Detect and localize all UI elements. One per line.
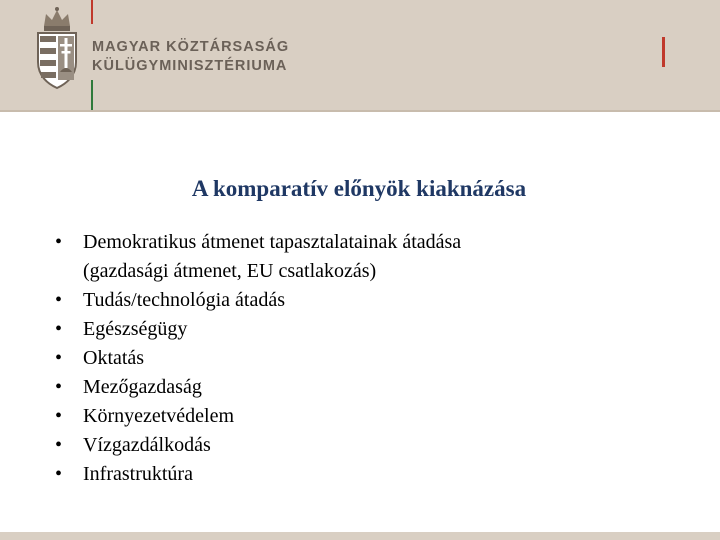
hungarian-coat-of-arms-icon: [32, 6, 82, 92]
slide-title-text: A komparatív előnyök kiaknázása: [191, 176, 527, 201]
bullet-icon: •: [55, 434, 63, 456]
bullet-list: [55, 228, 675, 489]
list-item: [55, 431, 675, 460]
ministry-name-line2: KÜLÜGYMINISZTÉRIUMA: [92, 58, 288, 74]
list-item-text: Egészségügy: [83, 318, 188, 340]
red-accent-mark-right: [662, 37, 665, 67]
list-item: [55, 315, 675, 344]
ministry-name: [92, 38, 289, 76]
ministry-name-line1: MAGYAR KÖZTÁRSASÁG: [92, 39, 290, 55]
list-item-text: Mezőgazdaság: [83, 376, 202, 398]
list-item-text: Vízgazdálkodás: [83, 434, 211, 456]
list-item: [55, 286, 675, 315]
header-divider: [0, 110, 720, 112]
list-item: [55, 228, 675, 286]
bullet-icon: •: [55, 405, 63, 427]
bullet-icon: •: [55, 463, 63, 485]
red-accent-bar-top: [91, 0, 93, 24]
list-item-text-continued: (gazdasági átmenet, EU csatlakozás): [83, 260, 377, 282]
list-item: [55, 344, 675, 373]
green-accent-bar-bottom: [91, 80, 93, 110]
bullet-icon: •: [55, 231, 63, 253]
list-item-text: Oktatás: [83, 347, 145, 369]
bullet-icon: •: [55, 289, 63, 311]
list-item: [55, 460, 675, 489]
list-item-text: Infrastruktúra: [83, 463, 193, 485]
list-item-text: Tudás/technológia átadás: [83, 289, 286, 311]
slide-title: [0, 176, 720, 202]
footer-band: [0, 532, 720, 540]
list-item-text: Demokratikus átmenet tapasztalatainak átadása: [83, 231, 462, 253]
bullet-icon: •: [55, 347, 63, 369]
list-item: [55, 402, 675, 431]
bullet-icon: •: [55, 376, 63, 398]
list-item-text: Környezetvédelem: [83, 405, 235, 427]
bullet-icon: •: [55, 318, 63, 340]
list-item: [55, 373, 675, 402]
